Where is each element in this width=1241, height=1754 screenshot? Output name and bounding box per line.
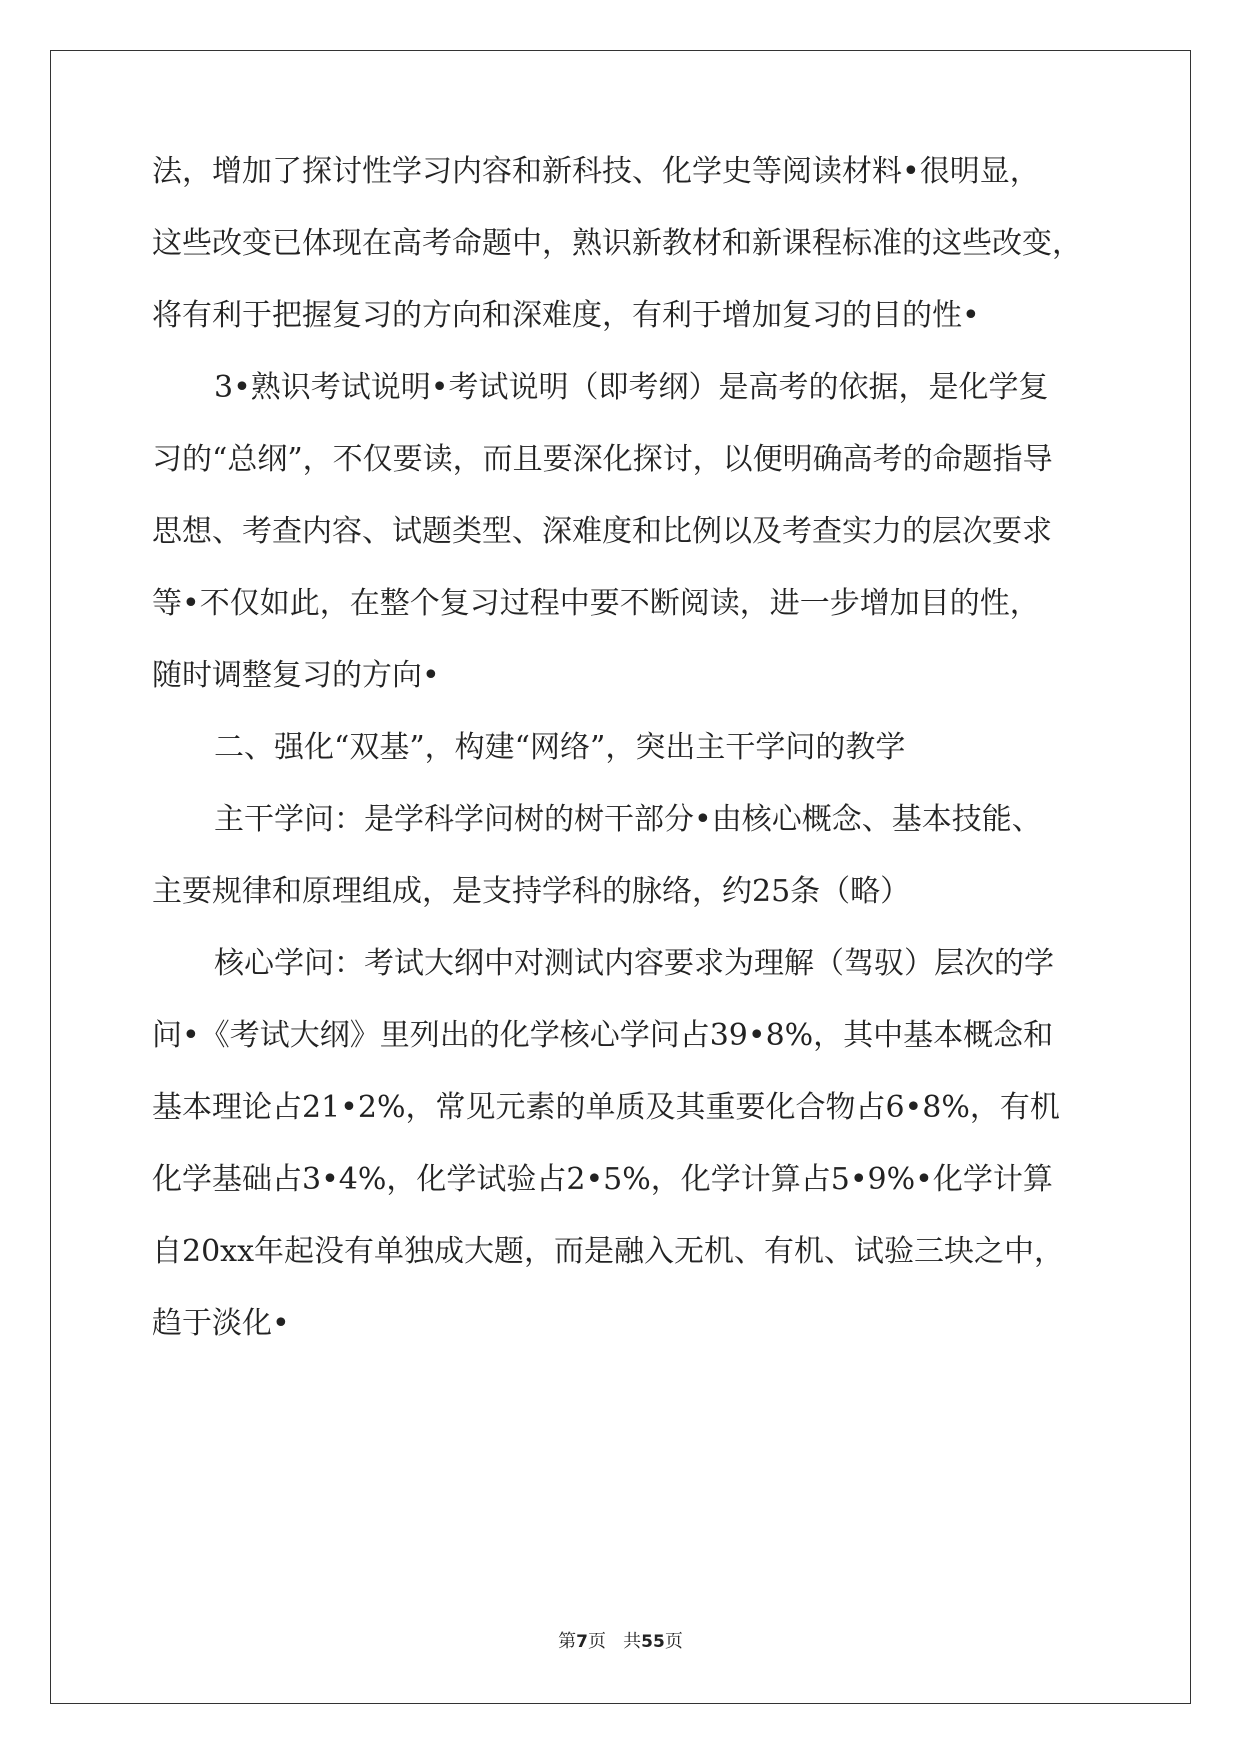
body-line: 等•不仅如此，在整个复习过程中要不断阅读，进一步增加目的性，	[152, 586, 1040, 621]
footer-prefix: 第	[558, 1631, 577, 1652]
body-line: 趋于淡化•	[152, 1306, 290, 1341]
total-pages: 55	[641, 1632, 665, 1652]
body-line: 主干学问：是学科学问树的树干部分•由核心概念、基本技能、	[214, 802, 1042, 837]
body-line: 法，增加了探讨性学习内容和新科技、化学史等阅读材料•很明显，	[152, 154, 1040, 189]
body-line: 自20xx年起没有单独成大题，而是融入无机、有机、试验三块之中，	[152, 1234, 1065, 1269]
body-line: 3•熟识考试说明•考试说明（即考纲）是高考的依据，是化学复	[214, 370, 1049, 405]
body-line: 将有利于把握复习的方向和深难度，有利于增加复习的目的性•	[152, 298, 980, 333]
page-footer	[0, 1630, 1241, 1654]
body-line: 习的“总纲”，不仅要读，而且要深化探讨，以便明确高考的命题指导	[152, 442, 1053, 477]
body-line: 核心学问：考试大纲中对测试内容要求为理解（驾驭）层次的学	[214, 946, 1054, 981]
footer-total-unit: 页	[664, 1631, 683, 1652]
body-line: 问•《考试大纲》里列出的化学核心学问占39•8%，其中基本概念和	[152, 1018, 1054, 1053]
footer-page-unit: 页	[588, 1631, 606, 1652]
footer-total-prefix: 共	[623, 1631, 642, 1652]
body-line: 思想、考查内容、试题类型、深难度和比例以及考查实力的层次要求	[152, 514, 1052, 549]
body-line: 随时调整复习的方向•	[152, 658, 440, 693]
section-heading: 二、强化“双基”，构建“网络”，突出主干学问的教学	[214, 730, 906, 765]
body-line: 主要规律和原理组成，是支持学科的脉络，约25条（略）	[152, 874, 911, 909]
body-line: 这些改变已体现在高考命题中，熟识新教材和新课程标准的这些改变，	[152, 226, 1082, 261]
body-line: 基本理论占21•2%，常见元素的单质及其重要化合物占6•8%，有机	[152, 1090, 1060, 1125]
body-line: 化学基础占3•4%，化学试验占2•5%，化学计算占5•9%•化学计算	[152, 1162, 1053, 1197]
page-number: 7	[576, 1632, 588, 1652]
